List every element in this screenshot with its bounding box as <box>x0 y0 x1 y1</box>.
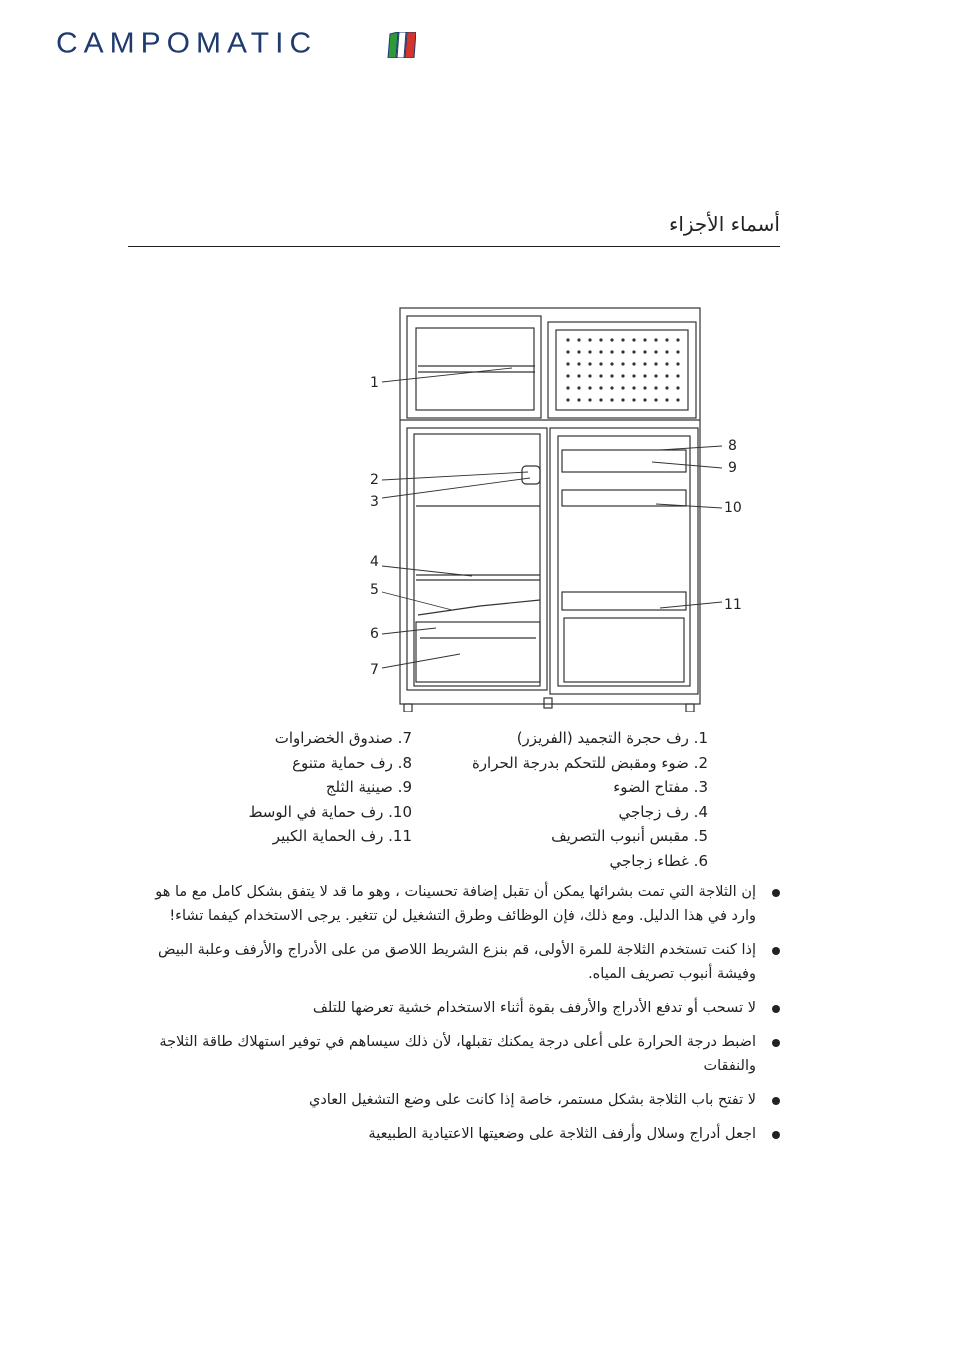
freezer-dot <box>588 386 591 389</box>
freezer-dot <box>676 386 679 389</box>
freezer-dot <box>621 362 624 365</box>
bullet-icon <box>772 1005 780 1013</box>
freezer-dot <box>566 350 569 353</box>
callout-11: 11 <box>724 597 742 613</box>
freezer-dot <box>654 338 657 341</box>
freezer-dot <box>566 362 569 365</box>
freezer-dot <box>588 350 591 353</box>
freezer-dot <box>599 374 602 377</box>
freezer-dot <box>632 386 635 389</box>
freezer-dot <box>621 374 624 377</box>
freezer-dot <box>665 362 668 365</box>
freezer-dot <box>676 350 679 353</box>
note-item: اضبط درجة الحرارة على أعلى درجة يمكنك تقبلها، لأن ذلك سيساهم في توفير استهلاك طاقة الثلاجة والنفقات <box>128 1030 780 1078</box>
freezer-dot <box>566 374 569 377</box>
freezer-dot <box>577 362 580 365</box>
freezer-dot <box>566 338 569 341</box>
freezer-dot <box>610 398 613 401</box>
freezer-dot <box>632 338 635 341</box>
note-item: اجعل أدراج وسلال وأرفف الثلاجة على وضعيتها الاعتيادية الطبيعية <box>128 1122 780 1146</box>
freezer-dot <box>588 338 591 341</box>
freezer-dot <box>676 374 679 377</box>
freezer-dot <box>654 398 657 401</box>
freezer-dot <box>577 386 580 389</box>
freezer-dot <box>676 338 679 341</box>
brand-logo-text: CAMPOMATIC <box>56 27 318 60</box>
freezer-dot <box>599 386 602 389</box>
freezer-dot <box>643 398 646 401</box>
callout-7: 7 <box>370 662 379 678</box>
freezer-dot <box>665 350 668 353</box>
freezer-dot <box>665 386 668 389</box>
freezer-dot <box>654 374 657 377</box>
freezer-dot <box>676 398 679 401</box>
freezer-dot <box>654 362 657 365</box>
callout-6: 6 <box>370 626 379 642</box>
part-item: 6. غطاء زجاجي <box>609 851 708 870</box>
bullet-icon <box>772 889 780 897</box>
callout-3: 3 <box>370 494 379 510</box>
freezer-dot <box>610 386 613 389</box>
bullet-icon <box>772 1039 780 1047</box>
parts-list-right <box>408 726 708 874</box>
part-item: 3. مفتاح الضوء <box>613 778 708 797</box>
freezer-dot <box>665 374 668 377</box>
freezer-dot <box>676 362 679 365</box>
part-item: 5. مقبس أنبوب التصريف <box>551 827 708 846</box>
italian-flag-icon <box>386 32 416 58</box>
freezer-dot <box>621 398 624 401</box>
freezer-door-dots <box>566 338 679 401</box>
freezer-dot <box>588 374 591 377</box>
freezer-dot <box>632 374 635 377</box>
fridge-diagram <box>360 300 760 712</box>
note-item: إن الثلاجة التي تمت بشرائها يمكن أن تقبل إضافة تحسينات ، وهو ما قد لا يتفق بشكل كامل مع ما هو وارد في هذا الدليل. ومع ذلك، فإن الوظائف وطرق التشغيل لن تتغير. يرجى الاستخدام كيفما تشاء! <box>128 880 780 928</box>
freezer-dot <box>599 362 602 365</box>
freezer-dot <box>665 398 668 401</box>
freezer-dot <box>643 386 646 389</box>
freezer-dot <box>643 374 646 377</box>
freezer-dot <box>577 374 580 377</box>
freezer-dot <box>610 362 613 365</box>
bullet-icon <box>772 1131 780 1139</box>
part-item: 9. صينية الثلج <box>325 778 412 797</box>
freezer-dot <box>599 350 602 353</box>
callout-2: 2 <box>370 472 379 488</box>
freezer-dot <box>654 386 657 389</box>
freezer-dot <box>599 398 602 401</box>
callout-10: 10 <box>724 500 742 516</box>
freezer-dot <box>632 350 635 353</box>
part-item: 4. رف زجاجي <box>618 802 708 821</box>
callout-9: 9 <box>728 460 737 476</box>
section-title: أسماء الأجزاء <box>668 212 780 236</box>
callout-4: 4 <box>370 554 379 570</box>
freezer-dot <box>610 338 613 341</box>
freezer-dot <box>566 386 569 389</box>
part-item: 8. رف حماية متنوع <box>292 753 412 772</box>
part-item: 10. رف حماية في الوسط <box>248 802 412 821</box>
freezer-dot <box>643 338 646 341</box>
callout-5: 5 <box>370 582 379 598</box>
note-item: إذا كنت تستخدم الثلاجة للمرة الأولى، قم بنزع الشريط اللاصق من على الأدراج والأرفف وعلبة البيض وفيشة أنبوب تصريف المياه. <box>128 938 780 986</box>
freezer-dot <box>577 350 580 353</box>
freezer-dot <box>610 350 613 353</box>
part-item: 1. رف حجرة التجميد (الفريزر) <box>516 729 708 747</box>
freezer-dot <box>643 362 646 365</box>
freezer-dot <box>588 398 591 401</box>
title-divider <box>128 246 780 247</box>
part-item: 7. صندوق الخضراوات <box>274 729 412 747</box>
freezer-dot <box>621 338 624 341</box>
note-item: لا تفتح باب الثلاجة بشكل مستمر، خاصة إذا كانت على وضع التشغيل العادي <box>128 1088 780 1112</box>
freezer-dot <box>577 338 580 341</box>
bullet-icon <box>772 947 780 955</box>
freezer-dot <box>643 350 646 353</box>
freezer-dot <box>632 398 635 401</box>
freezer-dot <box>621 386 624 389</box>
brand-logo <box>56 26 428 62</box>
freezer-dot <box>665 338 668 341</box>
freezer-dot <box>588 362 591 365</box>
freezer-dot <box>632 362 635 365</box>
freezer-dot <box>654 350 657 353</box>
part-item: 2. ضوء ومقبض للتحكم بدرجة الحرارة <box>471 753 708 772</box>
callout-8: 8 <box>728 438 737 454</box>
freezer-dot <box>599 338 602 341</box>
bullet-icon <box>772 1097 780 1105</box>
note-item: لا تسحب أو تدفع الأدراج والأرفف بقوة أثناء الاستخدام خشية تعرضها للتلف <box>128 996 780 1020</box>
usage-notes <box>128 880 780 1156</box>
freezer-dot <box>577 398 580 401</box>
freezer-dot <box>621 350 624 353</box>
part-item: 11. رف الحماية الكبير <box>272 827 412 846</box>
callout-1: 1 <box>370 375 379 391</box>
freezer-dot <box>566 398 569 401</box>
parts-list-left <box>212 726 412 849</box>
freezer-dot <box>610 374 613 377</box>
